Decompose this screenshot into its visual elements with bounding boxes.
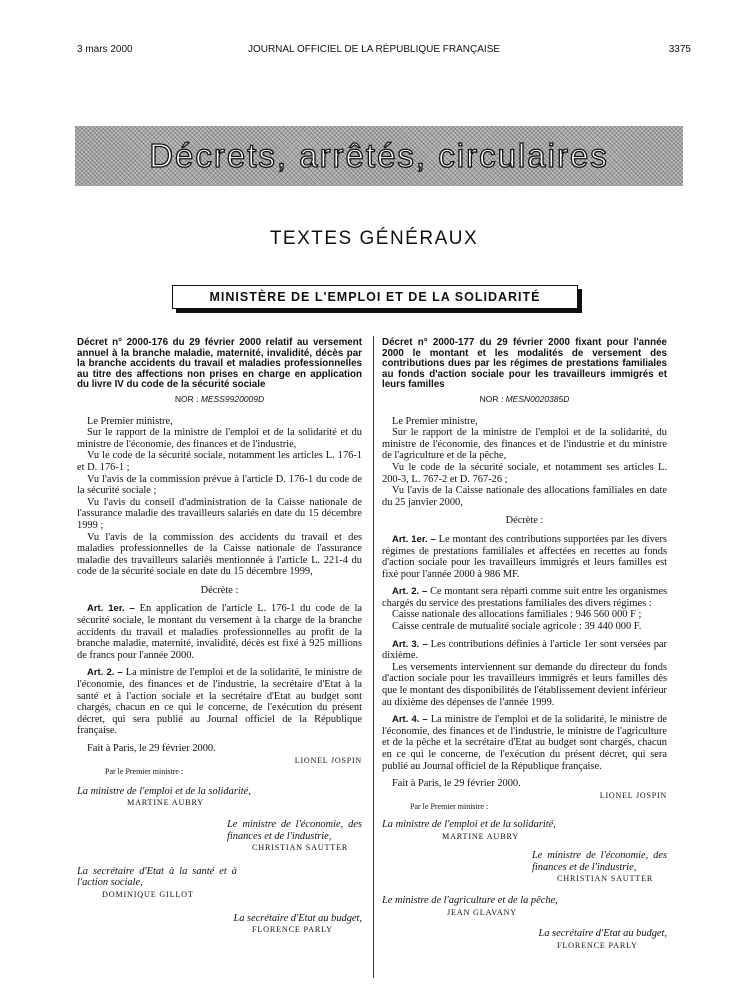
- article-label: Art. 2. –: [392, 586, 428, 598]
- decree-title: Décret n° 2000-177 du 29 février 2000 fixant pour l'année 2000 le montant et les modalités de versement des contributions dues par les régimes de prestations familiales au fonds d'action sociale pour les travailleurs immigrés et leurs familles: [382, 337, 667, 391]
- signatory-role: La ministre de l'emploi et de la solidarité,: [77, 785, 251, 797]
- pm-signature: LIONEL JOSPIN: [294, 755, 362, 765]
- column-divider: [373, 336, 374, 978]
- article-2: [77, 667, 362, 737]
- banner-title: Décrets, arrêtés, circulaires: [149, 137, 609, 174]
- signatory-name: CHRISTIAN SAUTTER: [252, 843, 349, 853]
- pm-signature: LIONEL JOSPIN: [599, 790, 667, 800]
- signatory-name: MARTINE AUBRY: [442, 831, 520, 841]
- nor-reference: NOR : MESN0020385D: [479, 393, 570, 404]
- article-label: Art. 3. –: [392, 638, 428, 650]
- intro-line: Sur le rapport de la ministre de l'emploi et de la solidarité, du ministre de l'économie, des finances et de l'industrie et du ministre de l'agriculture et de la pêche,: [382, 427, 667, 462]
- signatory-role: Le ministre de l'économie, des finances et de l'industrie,: [532, 850, 667, 873]
- section-title: TEXTES GÉNÉRAUX: [269, 228, 479, 249]
- article-4: [382, 714, 667, 772]
- ministry-box: [172, 285, 578, 309]
- signatory-name: FLORENCE PARLY: [252, 925, 333, 935]
- decrete-heading: Décrète :: [505, 515, 544, 527]
- decree-2000-176: [77, 338, 362, 936]
- signatory-name: FLORENCE PARLY: [557, 940, 638, 950]
- fait-a-paris: Fait à Paris, le 29 février 2000.: [392, 778, 521, 790]
- article-label: Art. 1er. –: [392, 533, 436, 545]
- intro-line: Le Premier ministre,: [392, 415, 478, 427]
- fait-a-paris: Fait à Paris, le 29 février 2000.: [87, 743, 216, 754]
- article-label: Art. 1er. –: [87, 603, 135, 615]
- article-1: [382, 534, 667, 580]
- nor-reference: NOR : MESS9920009D: [174, 393, 265, 404]
- article-label: Art. 2. –: [87, 667, 123, 679]
- signatory-role: La secrétaire d'Etat au budget,: [233, 912, 362, 924]
- nor-code: MESN0020385D: [505, 393, 570, 404]
- signatory-name: CHRISTIAN SAUTTER: [557, 874, 654, 884]
- article-text: La ministre de l'emploi et de la solidarité, le ministre de l'économie, des finances et de l'industrie, la secrétaire d'Etat à la santé et à l'action sociale et la secrétaire d'Etat au budget sont chargés, chacun en ce qui le concerne, de l'exécution du présent décret, qui sera publié au Journal officiel de la République française.: [77, 667, 362, 737]
- intro-line: Vu l'avis de la commission des accidents du travail et des maladies professionnelles de la Caisse nationale de l'assurance maladie des travailleurs salariés mentionnée à l'article L. 221-4 du code de la sécurité sociale en date du 15 décembre 1999,: [77, 531, 362, 578]
- article-3: [382, 639, 667, 662]
- allocation-line: Caisse centrale de mutualité sociale agricole : 39 440 000 F.: [392, 621, 642, 633]
- article-3-paragraph: Les versements interviennent sur demande du directeur du fonds d'action sociale pour les travailleurs immigrés et leurs familles dès que le montant des disponibilités de l'établissement devient inférieur au dixième des dépenses de l'année 1999.: [382, 661, 667, 708]
- article-text: La ministre de l'emploi et de la solidarité, le ministre de l'économie, des finances et de l'industrie, le ministre de l'agriculture et de la pêche et la secrétaire d'Etat au budget sont chargés, chacun en ce qui le concerne, de l'exécution du présent décret, qui sera publié au Journal officiel de la République française.: [382, 714, 667, 772]
- article-label: Art. 4. –: [392, 714, 428, 726]
- article-text: Les contributions définies à l'article 1er sont versées par dixième.: [382, 638, 667, 662]
- decrete-heading: Décrète :: [200, 584, 239, 596]
- intro-line: Le Premier ministre,: [87, 415, 173, 427]
- intro-line: Vu l'avis de la commission prévue à l'article D. 176-1 du code de la sécurité sociale ;: [77, 473, 362, 497]
- signatory-role: Le ministre de l'agriculture et de la pêche,: [382, 894, 558, 906]
- signatory-role: Le ministre de l'économie, des finances et de l'industrie,: [227, 818, 362, 842]
- ministry-title: MINISTÈRE DE L'EMPLOI ET DE LA SOLIDARITÉ: [209, 290, 541, 304]
- allocation-line: Caisse nationale des allocations familiales : 946 560 000 F ;: [392, 609, 642, 621]
- par-le-premier-ministre: Par le Premier ministre :: [105, 767, 184, 777]
- decree-title: Décret n° 2000-176 du 29 février 2000 relatif au versement annuel à la branche maladie, maternité, invalidité, décès par la branche accidents du travail et maladies professionnelles au titre des affections non prises en charge en application du livre IV du code de la sécurité sociale: [77, 337, 362, 391]
- nor-code: MESS9920009D: [200, 393, 265, 404]
- page-number: 3375: [668, 44, 691, 55]
- article-text: En application de l'article L. 176-1 du code de la sécurité sociale, le montant du versement à la charge de la branche accidents du travail et maladies professionnelles au profit de la branche maladie, maternité, invalidité, décès est fixé à 925 millions de francs pour l'année 2000.: [77, 603, 362, 661]
- article-text: Ce montant sera réparti comme suit entre les organismes chargés du service des prestations familiales des divers régimes :: [382, 586, 667, 609]
- signatory-role: La secrétaire d'Etat au budget,: [538, 928, 667, 940]
- signatory-name: DOMINIQUE GILLOT: [102, 889, 194, 899]
- intro-line: Vu l'avis du conseil d'administration de la Caisse nationale de l'assurance maladie des travailleurs salariés en date du 15 décembre 1999 ;: [77, 496, 362, 531]
- intro-line: Sur le rapport de la ministre de l'emploi et de la solidarité et du ministre de l'économie, des finances et de l'industrie,: [77, 427, 362, 450]
- intro-line: Vu l'avis de la Caisse nationale des allocations familiales en date du 25 janvier 2000,: [382, 485, 667, 508]
- decree-2000-177: [382, 338, 667, 951]
- section-banner: [75, 126, 683, 186]
- article-1: [77, 603, 362, 661]
- signatory-name: MARTINE AUBRY: [127, 798, 205, 808]
- header-date: 3 mars 2000: [77, 44, 133, 55]
- article-2: [382, 586, 667, 609]
- journal-title: JOURNAL OFFICIEL DE LA RÉPUBLIQUE FRANÇAISE: [247, 44, 501, 55]
- intro-line: Vu le code de la sécurité sociale, notamment les articles L. 176-1 et D. 176-1 ;: [77, 450, 362, 473]
- signatory-name: JEAN GLAVANY: [447, 907, 518, 917]
- par-le-premier-ministre: Par le Premier ministre :: [410, 802, 489, 812]
- article-text: Le montant des contributions supportées par les divers régimes de prestations familiales et affectées en recettes au fonds d'action sociale pour les travailleurs immigrés et leurs familles est fixé pour l'année 2000 à 986 MF.: [382, 533, 667, 580]
- intro-line: Vu le code de la sécurité sociale, et notamment ses articles L. 200-3, L. 767-2 et D. 767-26 ;: [382, 461, 667, 485]
- signatory-role: La ministre de l'emploi et de la solidarité,: [382, 818, 556, 830]
- signatory-role: La secrétaire d'Etat à la santé et à l'action sociale,: [77, 865, 237, 889]
